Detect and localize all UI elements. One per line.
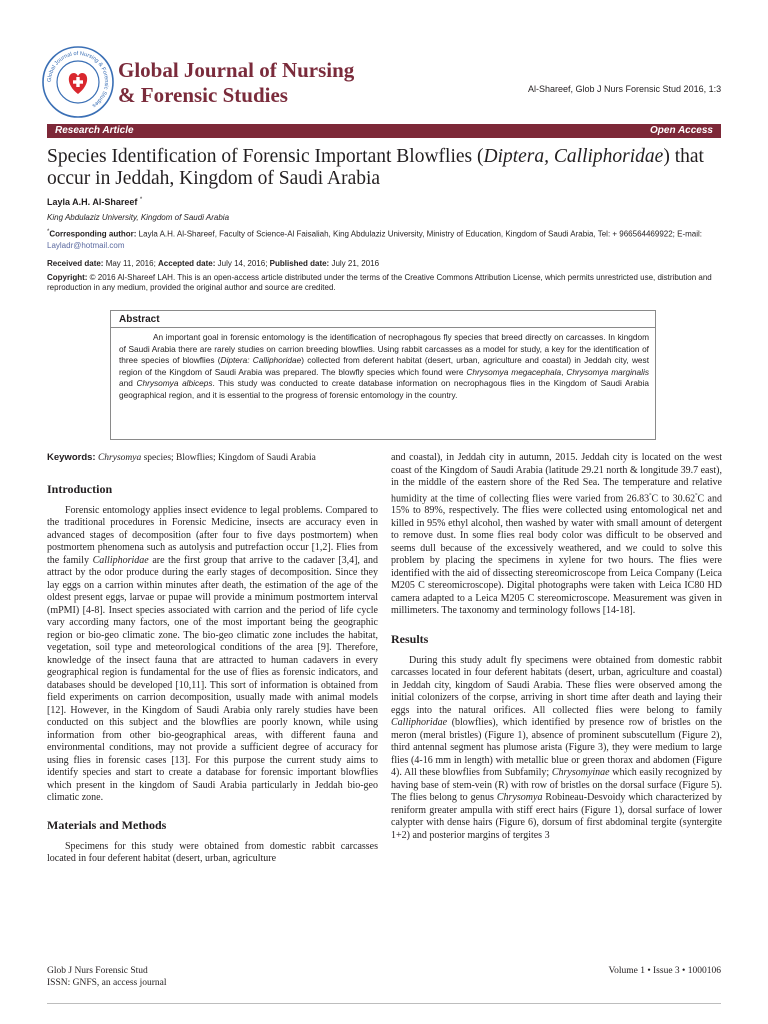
copyright-notice: Copyright: © 2016 Al-Shareef LAH. This is an open-access article distributed under the terms of the Creative Commons Attribution License, which permits unrestricted use, distribution and reproduction in any medium, provided the original author and source are credited. <box>47 273 712 292</box>
footer-issn: ISSN: GNFS, an access journal <box>47 978 167 988</box>
journal-logo <box>40 44 116 120</box>
abstract-box <box>110 310 656 440</box>
right-column <box>391 452 722 842</box>
methods-text-start: Specimens for this study were obtained from domestic rabbit carcasses located in four deferent habitat (desert, urban, agriculture <box>47 840 378 864</box>
methods-heading: Materials and Methods <box>47 817 167 832</box>
left-column <box>47 452 378 866</box>
corresponding-author: *Corresponding author: Layla A.H. Al-Shareef, Faculty of Science-Al Faisaliah, King Abdulaziz University, Ministry of Education, Kingdom of Saudi Arabia, Tel: + 966564469922; E-mail: Layladr@hotmail.com <box>47 229 703 250</box>
author-email-link[interactable]: Layladr@hotmail.com <box>47 240 125 250</box>
article-type-label: Research Article <box>55 125 134 136</box>
footer-divider <box>47 1003 721 1004</box>
open-access-label: Open Access <box>650 125 713 136</box>
footer-volume-info: Volume 1 • Issue 3 • 1000106 <box>608 966 721 976</box>
journal-title: Global Journal of Nursing & Forensic Studies <box>118 58 355 107</box>
author-name: Layla A.H. Al-Shareef * <box>47 197 143 207</box>
affiliation: King Abdulaziz University, Kingdom of Saudi Arabia <box>47 213 230 222</box>
introduction-heading: Introduction <box>47 481 113 496</box>
abstract-text: An important goal in forensic entomology is the identification of necrophagous fly species that breed directly on carcasses. In kingdom of Saudi Arabia there are rarely studies on carrion breeding blowflies. Using rabbit carcasses as a model for study, a key for the identification of three species of blowflies (Diptera: Calliphoridae) collected from deferent habitat (desert, urban, agriculture and coastal) in Jeddah city, west region of the Kingdom of Saudi Arabia was prepared. The blowfly species which found were Chrysomya megacephala, Chrysomya marginalis and Chrysomya albiceps. This study was conducted to create database information on necrophagous flies in the Kingdom of Saudi Arabia geographical region, and it is essential to the progress of forensic entomology in the country. <box>119 332 650 400</box>
methods-text-continued: and coastal), in Jeddah city in autumn, 2015. Jeddah city is located on the west coast of the Kingdom of Saudi Arabia (latitude 29.21 north & longitude 39.7 east), in the middle of the eastern shore of the Red Sea. The temperature and relative humidity at the time of collecting flies were varied from 26.83°C to 30.62°C and 15% to 89%, respectively. The flies were collected using entomological net and killed in 95% ethyl alcohol, then washed by water with small amount of detergent to remove dust. In some flies real body color was difficult to be observed and seems dull because of the excessively weathered, and we could to solve this problem by placing the specimens in xylene for two hours. The flies were identified with the aid of dissecting stereomicroscope from Leica Company (Leica M205 C stereomicroscope). Digital photographs were taken with Leica IC80 HD camera adapted to a Leica M205 C stereomicroscope. Measurement was given in millimeters. The taxonomy and terminology follows [14-18]. <box>391 452 722 617</box>
introduction-text: Forensic entomology applies insect evidence to legal problems. Compared to the traditional procedures in Forensic Medicine, insects are accuracy even in advanced stages of decomposition (after four to five days postmortem) when postmortem phenomena such as autolysis and putrefaction occur [1,2]. Flies from the family Calliphoridae are the first group that arrive to the cadaver [3,4], and attract by the odor produce during the early stages of decomposition. Since they lay eggs on a carrion within minutes after death, the estimation of the age of the oldest present eggs, larvae or pupae will provide a minimum postmortem interval (mPMI) [4-8]. Insect species associated with carrion and the period of life cycle vary according many factors, one of the most important being the geographic region or bio-geo climatic zone. The bio-geo climatic zone includes the habitat, vegetation, soil type and meteorological conditions of the area [9]. Therefore, knowledge of the insect fauna that are attracted to human cadavers in every geographical region is fundamental for the use of flies as forensic indicators, and databases should be developed [10,11]. This sort of information is obtained from field experiments on carrion decomposition, usually made with animal models [12]. However, in the Kingdom of Saudi Arabia only rarely studies have been conducted on this subject and the blowflies are poorly known, while using information from other bio-geographical areas, with different fauna and environmental conditions, may not provide a sufficient degree of accuracy for using flies in forensic cases [13]. For this purpose the current study aims to identify species and start to create a database for forensic important blowflies which present in the kingdom of Saudi Arabia particularly in Jeddah bio-geo climatic zone. <box>47 504 378 803</box>
footer-journal-info <box>47 965 167 989</box>
results-text: During this study adult fly specimens were obtained from domestic rabbit carcasses located in four deferent habitats (desert, urban, agriculture and coastal) in Jeddah city, kingdom of Saudi Arabia. These flies were observed among the initial colonizers of the corpse, arriving in short time after death and laying their eggs into the natural orifices. All collected flies were belong to family Calliphoridae (blowflies), which identified by presence row of bristles on the meron (meral bristles) (Figure 1), absence of prominent subscutellum (Figure 2), third antennal segment has plumose arista (Figure 3), they were medium to large flies (4-16 mm in length) with metallic blue or green thorax and abdomen (Figure 4). All these blowflies from Subfamily; Chrysomyinae which easily recognized by having base of stem-vein (R) with row of bristles on the dorsal surface (Figure 5). The flies belong to genus Chrysomya Robineau-Desvoidy which characterized by reniform greater ampulla with stiff erect hairs (Figure 1), dorsal surface of lower calypter with dense hairs (Figure 6), dorsum of first abdominal tergite (syntergite 1+2) and posterior margins of tergites 3 <box>391 654 722 841</box>
abstract-heading: Abstract <box>111 311 655 328</box>
footer-journal-abbrev: Glob J Nurs Forensic Stud <box>47 966 148 976</box>
keywords: Keywords: Chrysomya species; Blowflies; Kingdom of Saudi Arabia <box>47 452 316 463</box>
publication-dates: Received date: May 11, 2016; Accepted date: July 14, 2016; Published date: July 21, 2016 <box>47 259 380 268</box>
article-type-bar <box>47 124 721 138</box>
results-heading: Results <box>391 631 429 646</box>
logo-ring-text: Global Journal of Nursing & Forensic Studies <box>46 50 110 109</box>
paper-title: Species Identification of Forensic Important Blowflies (Diptera, Calliphoridae) that occur in Jeddah, Kingdom of Saudi Arabia <box>47 146 704 189</box>
running-head: Al-Shareef, Glob J Nurs Forensic Stud 2016, 1:3 <box>528 84 722 94</box>
